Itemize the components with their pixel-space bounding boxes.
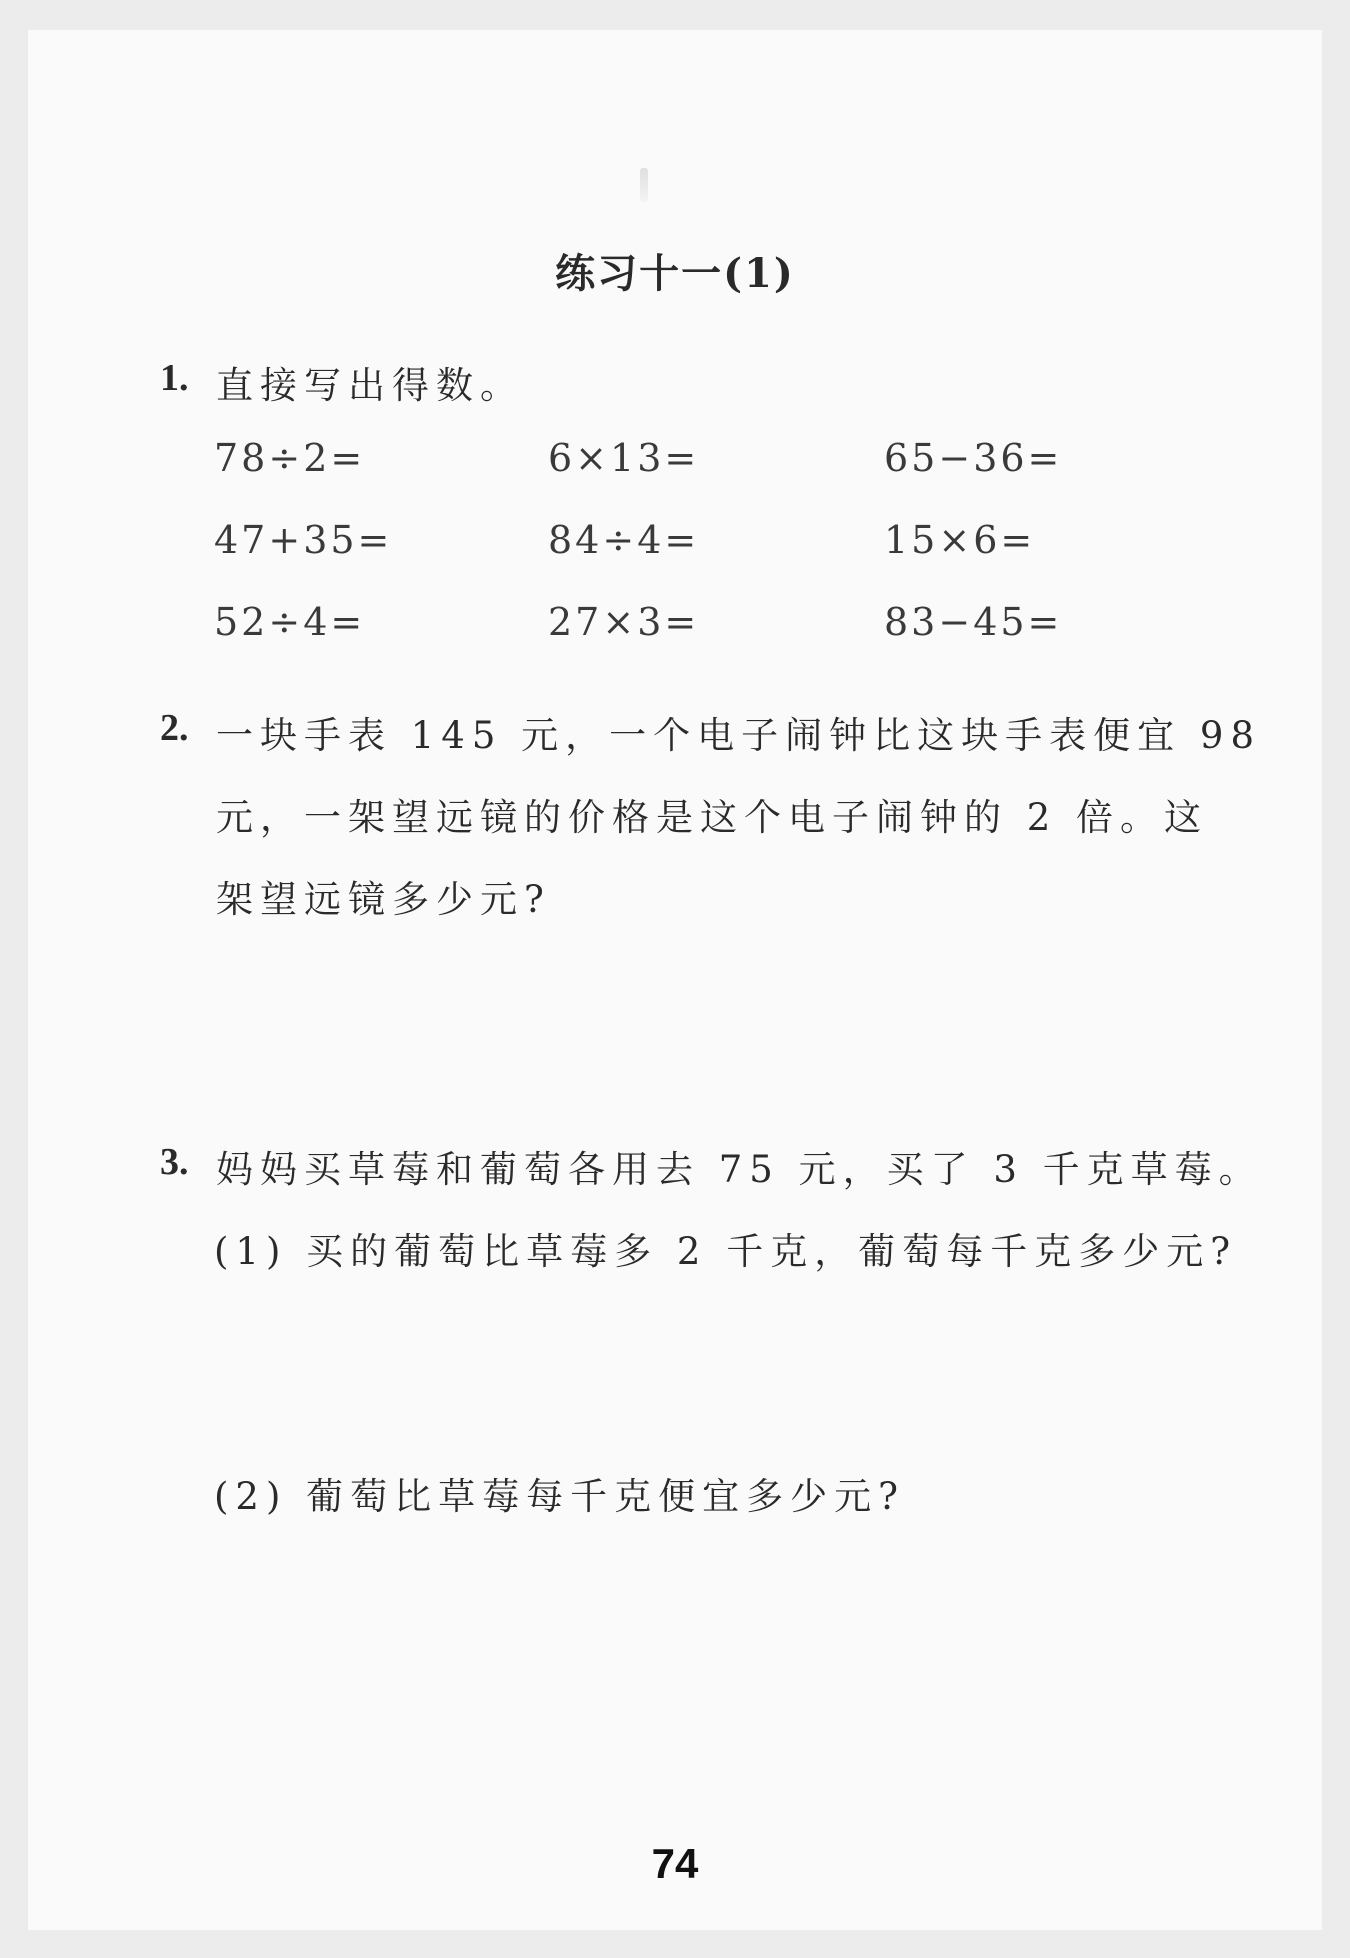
calc-item: 84÷4= xyxy=(548,518,700,562)
question-3-sub-2: (2) 葡萄比草莓每千克便宜多少元? xyxy=(214,1475,906,1518)
question-3-sub-1: (1) 买的葡萄比草莓多 2 千克，葡萄每千克多少元? xyxy=(214,1230,1238,1273)
question-2-number: 2. xyxy=(160,707,189,749)
calc-item: 47+35= xyxy=(214,518,393,562)
question-1-text: 直接写出得数。 xyxy=(216,364,524,407)
calc-item: 52÷4= xyxy=(214,600,366,644)
question-2-line: 元，一架望远镜的价格是这个电子闹钟的 2 倍。这 xyxy=(216,796,1209,839)
question-2-line: 一块手表 145 元，一个电子闹钟比这块手表便宜 98 xyxy=(216,714,1261,757)
calc-item: 27×3= xyxy=(548,600,700,644)
question-3-text: 妈妈买草莓和葡萄各用去 75 元，买了 3 千克草莓。 xyxy=(216,1148,1263,1191)
calc-item: 65−36= xyxy=(884,436,1063,480)
calc-item: 83−45= xyxy=(884,600,1063,644)
question-1-number: 1. xyxy=(160,357,189,399)
question-3-number: 3. xyxy=(160,1141,189,1183)
calc-item: 15×6= xyxy=(884,518,1036,562)
worksheet-page xyxy=(28,30,1322,1930)
calc-item: 78÷2= xyxy=(214,436,366,480)
question-2-line: 架望远镜多少元? xyxy=(216,878,551,921)
page-number: 74 xyxy=(651,1840,699,1887)
scan-mark xyxy=(640,168,648,202)
calc-item: 6×13= xyxy=(548,436,700,480)
exercise-title: 练习十一(1) xyxy=(555,250,795,297)
